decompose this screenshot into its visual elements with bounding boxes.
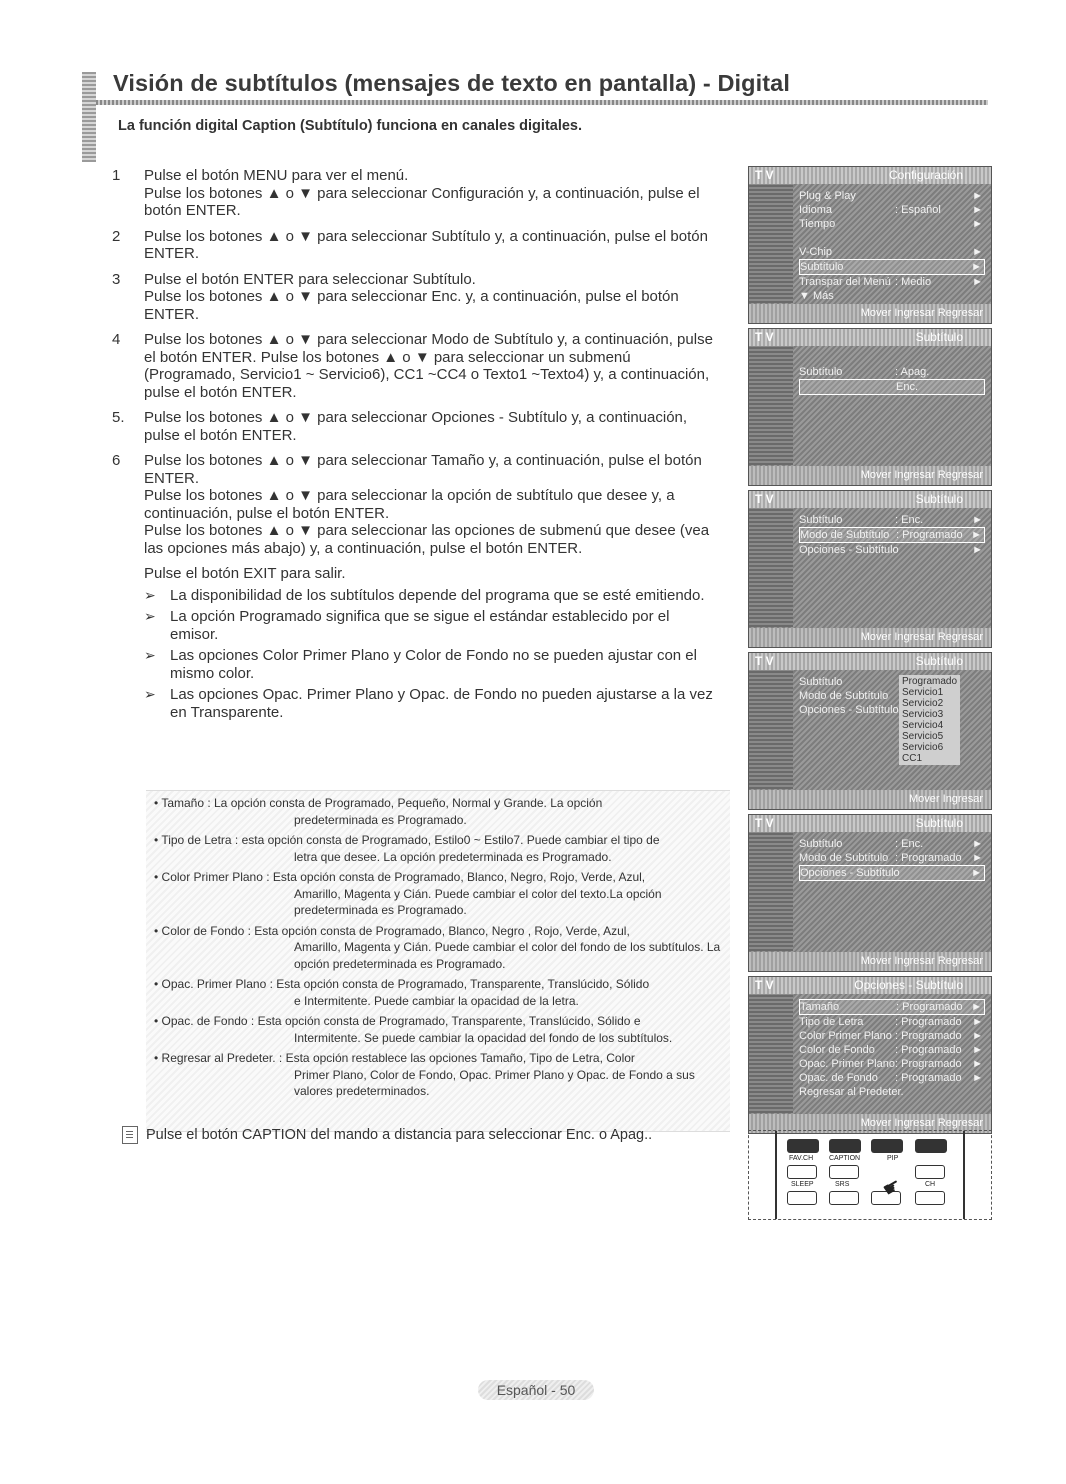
screen-menu-row	[799, 1071, 985, 1085]
step-item	[110, 409, 720, 444]
page-subtitle: La función digital Caption (Subtítulo) funciona en canales digitales.	[118, 118, 583, 134]
screen-menu-row	[799, 1043, 985, 1057]
note-item	[110, 686, 720, 721]
step-text: Pulse los botones ▲ o ▼ para seleccionar Tamaño y, a continuación, pulse el botón ENTER.	[144, 452, 702, 487]
row-label: Color Primer Plano	[799, 1030, 892, 1042]
footnote-text: Pulse el botón CAPTION del mando a distancia para seleccionar Enc. o Apag..	[146, 1126, 653, 1143]
menu-screens	[748, 166, 992, 1138]
menu-screen	[748, 328, 992, 486]
page-number: Español - 50	[478, 1380, 594, 1400]
row-value: : Apag.	[895, 366, 930, 378]
row-value: : Enc.	[895, 838, 924, 850]
options-box	[146, 790, 730, 1132]
title-accent-bar	[82, 72, 96, 162]
remote-control-illustration	[748, 1130, 992, 1220]
popup-item: Servicio2	[902, 698, 944, 709]
chevron-right-icon: ►	[972, 852, 983, 864]
step-number: 4	[112, 331, 121, 348]
row-label: Modo de Subtítulo	[799, 852, 889, 864]
row-label: Transpar del Menú	[799, 276, 891, 288]
screen-header	[749, 815, 991, 832]
option-description	[146, 795, 730, 828]
remote-label: CAPTION	[829, 1155, 861, 1162]
option-description	[146, 976, 730, 1009]
screen-menu-row	[799, 527, 985, 543]
chevron-right-icon: ►	[972, 1016, 983, 1028]
chevron-right-icon: ►	[971, 529, 982, 541]
popup-item: Servicio4	[902, 720, 944, 731]
screen-menu-row	[799, 1085, 985, 1099]
row-value: : Programado	[896, 1001, 963, 1013]
screen-menu-row	[799, 289, 985, 303]
screen-footer: Mover Ingresar	[749, 790, 991, 809]
option-head: • Tipo de Letra : esta opción consta de Programado, Estilo0 ~ Estilo7. Puede cambiar el tipo de	[154, 833, 660, 847]
step-number: 3	[112, 270, 121, 288]
option-head: • Opac. de Fondo : Esta opción consta de Programado, Transparente, Translúcido, Sólido e	[154, 1014, 641, 1028]
option-head: • Opac. Primer Plano : Esta opción consta de Programado, Transparente, Translúcido, Sólido	[154, 977, 650, 991]
option-description	[146, 832, 730, 865]
steps-list	[110, 167, 720, 725]
screen-header	[749, 977, 991, 994]
row-label: Subtítulo	[799, 676, 843, 688]
note-arrow-icon: ➢	[144, 686, 156, 702]
step-text: Pulse los botones ▲ o ▼ para seleccionar Enc. y, a continuación, pulse el botón ENTER.	[144, 288, 679, 323]
remote-button	[915, 1139, 947, 1153]
screen-title: Configuración	[888, 168, 963, 182]
screen-tv-label: T V	[755, 492, 774, 506]
row-label: Subtítulo	[799, 514, 843, 526]
screen-menu-row	[799, 1057, 985, 1071]
row-label: Tamaño	[800, 1001, 840, 1013]
step-item	[110, 331, 720, 401]
option-rest: e Intermitente. Puede cambiar la opacidad de la letra.	[294, 993, 579, 1008]
note-item	[110, 587, 720, 605]
screen-rows	[799, 513, 985, 557]
row-value: : Programado	[896, 529, 963, 541]
row-label: V-Chip	[799, 246, 833, 258]
step-item	[110, 228, 720, 263]
screen-rows	[799, 999, 985, 1099]
step-text: Pulse los botones ▲ o ▼ para seleccionar Subtítulo y, a continuación, pulse el botón ENTER.	[144, 227, 708, 262]
screen-footer: Mover Ingresar Regresar	[749, 1114, 991, 1133]
option-description	[146, 869, 730, 919]
screen-menu-row	[799, 999, 985, 1015]
row-label: Idioma	[799, 204, 833, 216]
note-text: Las opciones Color Primer Plano y Color de Fondo no se pueden ajustar con el mismo color.	[170, 647, 697, 682]
screen-tv-label: T V	[755, 978, 774, 992]
note-arrow-icon: ➢	[144, 647, 156, 663]
remote-button	[915, 1165, 945, 1179]
step-text: Pulse el botón ENTER para seleccionar Subtítulo.	[144, 270, 476, 288]
chevron-right-icon: ►	[972, 1058, 983, 1070]
menu-screen	[748, 814, 992, 972]
chevron-right-icon: ►	[971, 261, 982, 273]
screen-rows	[799, 351, 985, 395]
row-value: : Enc.	[895, 514, 924, 526]
remote-label: PIP	[887, 1155, 899, 1162]
step-item	[110, 271, 720, 324]
option-rest: Intermitente. Se puede cambiar la opacidad del fondo de los subtítulos.	[294, 1030, 673, 1045]
option-description	[146, 1013, 730, 1046]
option-rest: Amarillo, Magenta y Cián. Puede cambiar el color del texto.La opción predeterminada es Programado.	[294, 886, 662, 917]
screen-title: Subtítulo	[915, 492, 963, 506]
step-text: Pulse los botones ▲ o ▼ para seleccionar la opción de subtítulo que desee y, a continuación, pulse el botón ENTER.	[144, 487, 675, 522]
screen-sidebar	[749, 670, 793, 789]
option-head: • Tamaño : La opción consta de Programado, Pequeño, Normal y Grande. La opción	[154, 796, 603, 810]
menu-screen	[748, 976, 992, 1134]
row-label: Opciones - Subtítulo	[800, 867, 900, 879]
screen-menu-row	[799, 851, 985, 865]
row-label: Opciones - Subtítulo	[799, 704, 899, 716]
remote-label: SRS	[835, 1181, 850, 1188]
step-number: 2	[112, 227, 121, 245]
popup-item: Servicio5	[902, 731, 944, 742]
footnote	[122, 1126, 652, 1144]
pointing-hand-icon: ☛	[878, 1173, 906, 1202]
chevron-right-icon: ►	[972, 1072, 983, 1084]
note-text: La disponibilidad de los subtítulos depende del programa que se esté emitiendo.	[170, 586, 705, 604]
remote-button	[829, 1165, 859, 1179]
chevron-right-icon: ►	[972, 1044, 983, 1056]
remote-button	[787, 1139, 819, 1153]
screen-menu-row	[799, 543, 985, 557]
title-rule	[96, 100, 988, 105]
row-label: ▼ Más	[799, 290, 834, 302]
remote-button	[787, 1165, 817, 1179]
row-value: : Programado	[895, 1058, 962, 1070]
page-title: Visión de subtítulos (mensajes de texto en pantalla) - Digital	[113, 70, 790, 96]
note-item	[110, 608, 720, 643]
note-icon	[122, 1126, 138, 1144]
chevron-right-icon: ►	[972, 276, 983, 288]
popup-item: Servicio6	[902, 742, 944, 753]
screen-menu-row	[799, 865, 985, 881]
screen-sidebar	[749, 184, 793, 303]
row-label: Subtítulo	[799, 366, 843, 378]
screen-title: Subtítulo	[915, 330, 963, 344]
step-item	[110, 167, 720, 220]
screen-tv-label: T V	[755, 816, 774, 830]
remote-label: CH	[925, 1181, 936, 1188]
step-number: 5.	[112, 409, 125, 426]
chevron-right-icon: ►	[972, 544, 983, 556]
row-label: Subtítulo	[799, 838, 843, 850]
screen-menu-row	[799, 513, 985, 527]
row-label: Subtítulo	[800, 261, 844, 273]
step-number: 6	[112, 452, 121, 469]
step-text: Pulse los botones ▲ o ▼ para seleccionar Configuración y, a continuación, pulse el botón ENTER.	[144, 184, 700, 219]
screen-menu-row	[799, 231, 985, 245]
chevron-right-icon: ►	[972, 204, 983, 216]
popup-item: Servicio3	[902, 709, 944, 720]
remote-body	[775, 1131, 965, 1219]
screen-footer: Mover Ingresar Regresar	[749, 466, 991, 485]
row-label: Modo de Subtítulo	[800, 529, 890, 541]
option-description	[146, 1050, 730, 1100]
screen-tv-label: T V	[755, 654, 774, 668]
row-value: Enc.	[896, 381, 919, 393]
chevron-right-icon: ►	[972, 514, 983, 526]
step-text: Pulse los botones ▲ o ▼ para seleccionar Opciones - Subtítulo y, a continuación, pulse el botón ENTER.	[144, 409, 688, 444]
screen-sidebar	[749, 994, 793, 1113]
row-label: Color de Fondo	[799, 1044, 875, 1056]
row-value: : Programado	[895, 1044, 962, 1056]
step-text: Pulse los botones ▲ o ▼ para seleccionar las opciones de submenú que desee (vea las opciones más abajo) y, a continuación, pulse el botón ENTER.	[144, 522, 710, 557]
screen-tv-label: T V	[755, 168, 774, 182]
screen-menu-row	[799, 1015, 985, 1029]
note-text: Las opciones Opac. Primer Plano y Opac. de Fondo no pueden ajustarse a la vez en Transparente.	[170, 686, 713, 721]
row-label: Plug & Play	[799, 190, 856, 202]
screen-menu-row	[799, 275, 985, 289]
row-label: Opciones - Subtítulo	[799, 544, 899, 556]
row-label: Tiempo	[799, 218, 836, 230]
screen-footer: Mover Ingresar Regresar	[749, 952, 991, 971]
screen-title: Subtítulo	[915, 654, 963, 668]
screen-menu-row	[799, 1029, 985, 1043]
row-value: : Español	[895, 204, 941, 216]
remote-button	[871, 1139, 903, 1153]
menu-screen	[748, 652, 992, 810]
step-text: Pulse el botón MENU para ver el menú.	[144, 167, 409, 184]
option-rest: Primer Plano, Color de Fondo, Opac. Primer Plano y Opac. de Fondo a sus valores predeterminados.	[294, 1067, 695, 1098]
screen-rows	[799, 837, 985, 881]
option-rest: Amarillo, Magenta y Cián. Puede cambiar el color del fondo de los subtítulos. La opción predeterminada es Programado.	[294, 940, 721, 971]
screen-header	[749, 491, 991, 508]
screen-sidebar	[749, 508, 793, 627]
screen-footer: Mover Ingresar Regresar	[749, 304, 991, 323]
screen-menu-row	[799, 837, 985, 851]
chevron-right-icon: ►	[972, 838, 983, 850]
note-arrow-icon: ➢	[144, 586, 156, 603]
screen-menu-row	[799, 351, 985, 365]
row-value: : Programado	[895, 1016, 962, 1028]
remote-button	[787, 1191, 817, 1205]
screen-title: Opciones - Subtítulo	[854, 978, 963, 992]
menu-screen	[748, 166, 992, 324]
chevron-right-icon: ►	[972, 190, 983, 202]
screen-menu-row	[799, 379, 985, 395]
option-head: • Regresar al Predeter. : Esta opción restablece las opciones Tamaño, Tipo de Letra, Color	[154, 1051, 635, 1065]
remote-button	[829, 1139, 861, 1153]
screen-menu-row	[799, 217, 985, 231]
option-description	[146, 923, 730, 973]
remote-button	[829, 1191, 859, 1205]
remote-label: SLEEP	[791, 1181, 814, 1188]
screen-footer: Mover Ingresar Regresar	[749, 628, 991, 647]
popup-item: Servicio1	[902, 687, 944, 698]
note-arrow-icon: ➢	[144, 608, 156, 624]
row-label: Tipo de Letra	[799, 1016, 864, 1028]
notes-list	[110, 587, 720, 722]
screen-sidebar	[749, 832, 793, 951]
screen-menu-row	[799, 365, 985, 379]
menu-screen	[748, 490, 992, 648]
remote-label: FAV.CH	[789, 1155, 814, 1162]
row-label: Opac. Primer Plano	[799, 1058, 895, 1070]
option-head: • Color de Fondo : Esta opción consta de Programado, Blanco, Negro , Rojo, Verde, Azul,	[154, 923, 630, 938]
step-text: Pulse los botones ▲ o ▼ para seleccionar Modo de Subtítulo y, a continuación, pulse el botón ENTER. Pulse los botones ▲ o ▼ para seleccionar un submenú (Programado, Servicio1 ~ Servicio6), CC1 ~CC4 o Texto1 ~Texto4) y, a continuación, pulse el botón ENTER.	[144, 331, 713, 401]
screen-rows	[799, 189, 985, 303]
submenu-popup	[899, 675, 960, 765]
note-item	[110, 647, 720, 682]
step-number: 1	[112, 167, 121, 184]
option-rest: predeterminada es Programado.	[294, 812, 467, 827]
chevron-right-icon: ►	[971, 867, 982, 879]
remote-button	[915, 1191, 945, 1205]
step-item	[110, 452, 720, 557]
screen-sidebar	[749, 346, 793, 465]
row-value: : Programado	[895, 1030, 962, 1042]
screen-menu-row	[799, 245, 985, 259]
screen-tv-label: T V	[755, 330, 774, 344]
chevron-right-icon: ►	[972, 1030, 983, 1042]
screen-menu-row	[799, 203, 985, 217]
option-head: • Color Primer Plano : Esta opción consta de Programado, Blanco, Negro, Rojo, Verde, Azul,	[154, 870, 646, 884]
row-value: : Programado	[895, 852, 962, 864]
screen-title: Subtítulo	[915, 816, 963, 830]
row-value: : Medio	[895, 276, 932, 288]
chevron-right-icon: ►	[972, 218, 983, 230]
row-label: Regresar al Predeter.	[799, 1086, 904, 1098]
row-value: : Programado	[895, 1072, 962, 1084]
chevron-right-icon: ►	[972, 246, 983, 258]
screen-menu-row	[799, 189, 985, 203]
note-text: La opción Programado significa que se sigue el estándar establecido por el emisor.	[170, 608, 670, 643]
popup-item: Programado	[902, 676, 958, 687]
exit-instruction: Pulse el botón EXIT para salir.	[144, 565, 346, 582]
row-label: Opac. de Fondo	[799, 1072, 878, 1084]
screen-header	[749, 329, 991, 346]
popup-item: CC1	[902, 753, 923, 764]
screen-header	[749, 653, 991, 670]
row-label: Modo de Subtítulo	[799, 690, 889, 702]
screen-header	[749, 167, 991, 184]
chevron-right-icon: ►	[971, 1001, 982, 1013]
screen-menu-row	[799, 259, 985, 275]
option-rest: letra que desee. La opción predeterminada es Programado.	[294, 849, 612, 864]
